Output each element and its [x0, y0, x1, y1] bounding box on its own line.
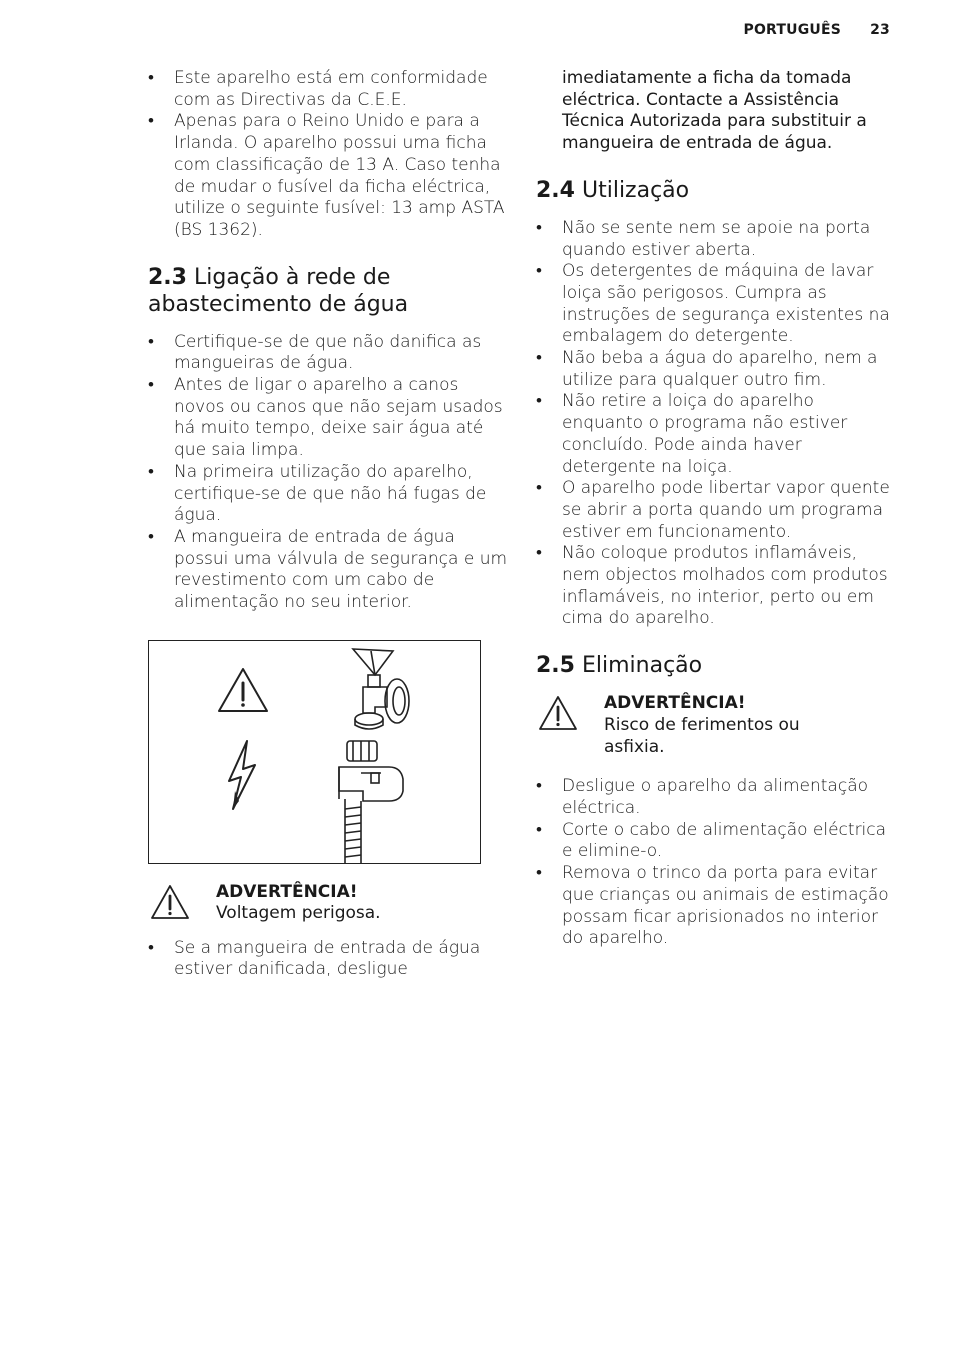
list-item: • Desligue o aparelho da alimentação eléctrica.	[536, 776, 896, 819]
list-item: • Os detergentes de máquina de lavar loiça são perigosos. Cumpra as instruções de segurança existentes na embalagem do detergente.	[536, 261, 896, 348]
list-item: • Se a mangueira de entrada de água estiver danificada, desligue	[148, 938, 508, 981]
after-warning-bullet-list	[148, 938, 508, 981]
section-heading-2-3	[148, 264, 508, 318]
list-item: • Não retire a loiça do aparelho enquanto o programa não estiver concluído. Pode ainda haver detergente na loiça.	[536, 391, 896, 478]
injury-warning	[536, 693, 896, 758]
list-item: • Corte o cabo de alimentação eléctrica e elimine-o.	[536, 820, 896, 863]
section-number: 2.3	[148, 264, 187, 290]
section-2-4-bullet-list	[536, 218, 896, 630]
section-heading-2-4	[536, 177, 896, 204]
hose-safety-figure	[148, 640, 481, 864]
right-column	[536, 68, 896, 950]
warning-title: ADVERTÊNCIA!	[216, 881, 358, 902]
list-item: • Certifique-se de que não danifica as mangueiras de água.	[148, 332, 508, 375]
section-title: Utilização	[581, 177, 690, 203]
lightning-bolt-icon	[229, 741, 255, 809]
figure-illustration	[149, 641, 480, 863]
warning-triangle-icon	[538, 695, 578, 731]
list-item: • Na primeira utilização do aparelho, certifique-se de que não há fugas de água.	[148, 462, 508, 527]
list-item: • Não se sente nem se apoie na porta quando estiver aberta.	[536, 218, 896, 261]
section-title: Ligação à rede de abastecimento de água	[148, 264, 409, 317]
warning-triangle-icon	[150, 884, 190, 920]
section-heading-2-5	[536, 652, 896, 679]
water-tap-icon	[353, 649, 409, 729]
list-item: • Apenas para o Reino Unido e para a Irlanda. O aparelho possui uma ficha com classificação de 13 A. Caso tenha de mudar o fusível da ficha eléctrica, utilize o seguinte fusível: 13 amp ASTA (BS 1362).	[148, 111, 508, 241]
list-item: • Não beba a água do aparelho, nem a utilize para qualquer outro fim.	[536, 348, 896, 391]
list-item: • Antes de ligar o aparelho a canos novos ou canos que não sejam usados há muito tempo, deixe sair água até que saia limpa.	[148, 375, 508, 462]
header-language: PORTUGUÊS	[743, 22, 842, 38]
section-number: 2.4	[536, 177, 575, 203]
warning-text: Risco de ferimentos ou asfixia.	[604, 714, 800, 757]
list-item: • A mangueira de entrada de água possui uma válvula de segurança e um revestimento com um cabo de alimentação no seu interior.	[148, 527, 508, 614]
inlet-hose-icon	[339, 741, 403, 863]
left-column	[148, 68, 508, 981]
intro-bullet-list	[148, 68, 508, 242]
warning-text: Voltagem perigosa.	[216, 903, 381, 924]
section-title: Eliminação	[581, 653, 703, 679]
list-item: • Este aparelho está em conformidade com as Directivas da C.E.E.	[148, 68, 508, 111]
continuation-text: imediatamente a ficha da tomada eléctrica. Contacte a Assistência Técnica Autorizada para substituir a mangueira de entrada de água.	[562, 68, 867, 154]
list-item: • O aparelho pode libertar vapor quente se abrir a porta quando um programa estiver em funcionamento.	[536, 478, 896, 543]
warning-title: ADVERTÊNCIA!	[604, 693, 746, 714]
section-2-5-bullet-list	[536, 776, 896, 950]
page-header	[743, 22, 890, 38]
section-number: 2.5	[536, 653, 575, 679]
page-number: 23	[870, 22, 890, 38]
warning-triangle-icon	[219, 669, 267, 711]
section-2-3-bullet-list	[148, 332, 508, 614]
voltage-warning	[148, 882, 508, 932]
list-item: • Não coloque produtos inflamáveis, nem objectos molhados com produtos inflamáveis, no interior, perto ou em cima do aparelho.	[536, 543, 896, 630]
list-item: • Remova o trinco da porta para evitar que crianças ou animais de estimação possam ficar aprisionados no interior do aparelho.	[536, 863, 896, 950]
